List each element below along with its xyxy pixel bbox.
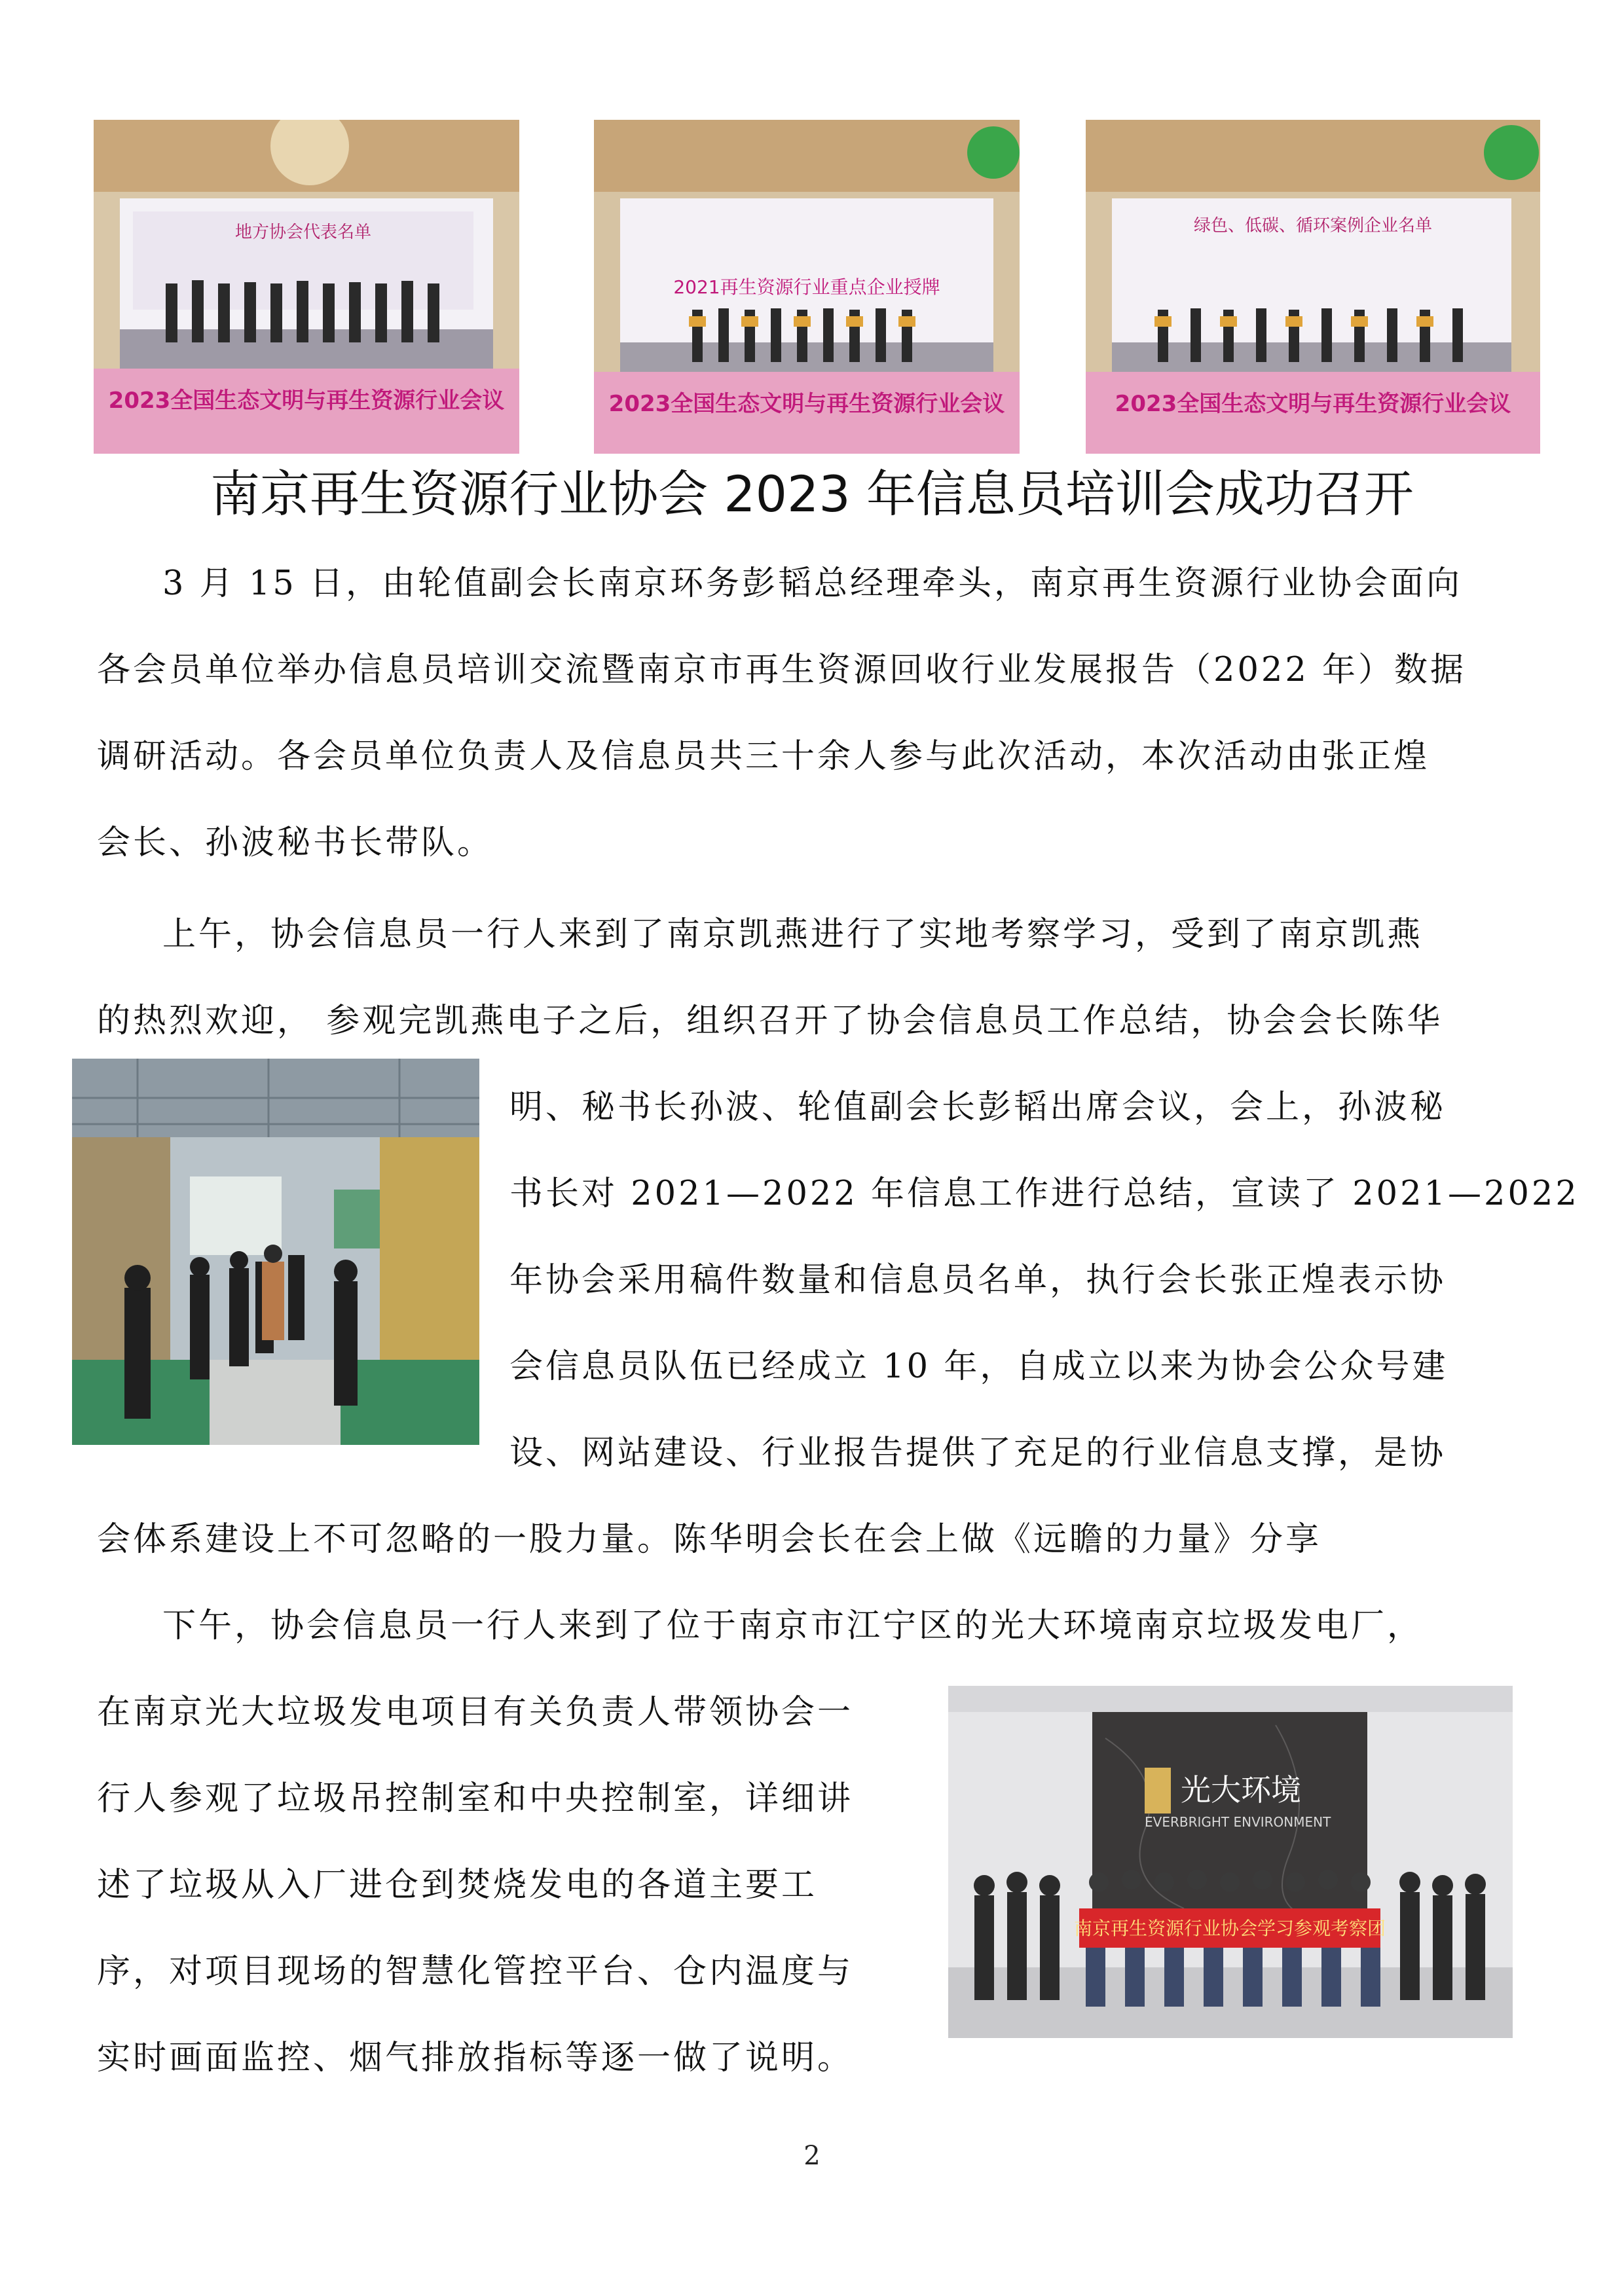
text-line: 上午，协会信息员一行人来到了南京凯燕进行了实地考察学习，受到了南京凯燕: [162, 915, 1424, 954]
paragraph-2-tail: [97, 1497, 1538, 1583]
conference-photo-left: [94, 120, 519, 454]
text-line: 序，对项目现场的智慧化管控平台、仓内温度与: [97, 1952, 854, 1991]
text-line: 行人参观了垃圾吊控制室和中央控制室，详细讲: [97, 1779, 854, 1818]
wall-logo-text: 光大环境: [1181, 1772, 1301, 1808]
text-line: 明、秘书长孙波、轮值副会长彭韬出席会议，会上，孙波秘: [509, 1088, 1447, 1127]
text-line: 年协会采用稿件数量和信息员名单，执行会长张正煌表示协: [509, 1261, 1447, 1300]
paragraph-2-intro: [97, 892, 1538, 1065]
stage-banner-title: 地方协会代表名单: [234, 223, 372, 242]
text-line: 述了垃圾从入厂进仓到焚烧发电的各道主要工: [97, 1866, 818, 1904]
floor-banner-text: 2023全国生态文明与再生资源行业会议: [108, 388, 505, 414]
text-line: 会信息员队伍已经成立 10 年，自成立以来为协会公众号建: [509, 1347, 1449, 1386]
wall-logo-en-text: EVERBRIGHT ENVIRONMENT: [1145, 1814, 1331, 1830]
everbright-logo-icon: [1145, 1768, 1171, 1813]
floor-banner-text: 2023全国生态文明与再生资源行业会议: [1115, 391, 1511, 417]
text-line: 3 月 15 日，由轮值副会长南京环务彭韬总经理牵头，南京再生资源行业协会面向: [162, 564, 1462, 603]
text-line: 会体系建设上不可忽略的一股力量。陈华明会长在会上做《远瞻的力量》分享: [97, 1520, 1322, 1559]
paragraph-2-wrapped: [509, 1065, 1579, 1497]
text-line: 实时画面监控、烟气排放指标等逐一做了说明。: [97, 2039, 854, 2077]
factory-tour-photo: [72, 1059, 479, 1445]
stage-banner-title: 2021再生资源行业重点企业授牌: [673, 276, 940, 298]
paragraph-3-wrapped: [97, 1669, 929, 2102]
page-number: 2: [803, 2141, 821, 2171]
group-photo: [948, 1686, 1513, 2038]
paragraph-3-intro: [97, 1583, 1538, 1669]
paragraph-1: [97, 541, 1538, 886]
article-title: 南京再生资源行业协会 2023 年信息员培训会成功召开: [210, 465, 1414, 523]
text-line: 在南京光大垃圾发电项目有关负责人带领协会一: [97, 1693, 854, 1732]
text-line: 会长、孙波秘书长带队。: [97, 824, 494, 862]
conference-photo-right: [1086, 120, 1540, 454]
group-banner-text: 南京再生资源行业协会学习参观考察团: [1073, 1918, 1386, 1939]
stage-banner-title: 绿色、低碳、循环案例企业名单: [1193, 216, 1433, 236]
floor-banner-text: 2023全国生态文明与再生资源行业会议: [608, 391, 1005, 417]
text-line: 书长对 2021—2022 年信息工作进行总结，宣读了 2021—2022: [509, 1175, 1579, 1213]
conference-photo-middle: [594, 120, 1020, 454]
text-line: 下午，协会信息员一行人来到了位于南京市江宁区的光大环境南京垃圾发电厂，: [162, 1607, 1424, 1645]
text-line: 的热烈欢迎， 参观完凯燕电子之后，组织召开了协会信息员工作总结，协会会长陈华: [97, 1002, 1443, 1040]
text-line: 调研活动。各会员单位负责人及信息员共三十余人参与此次活动，本次活动由张正煌: [97, 737, 1430, 776]
text-line: 各会员单位举办信息员培训交流暨南京市再生资源回收行业发展报告（2022 年）数据: [97, 651, 1467, 689]
text-line: 设、网站建设、行业报告提供了充足的行业信息支撑，是协: [509, 1434, 1447, 1472]
